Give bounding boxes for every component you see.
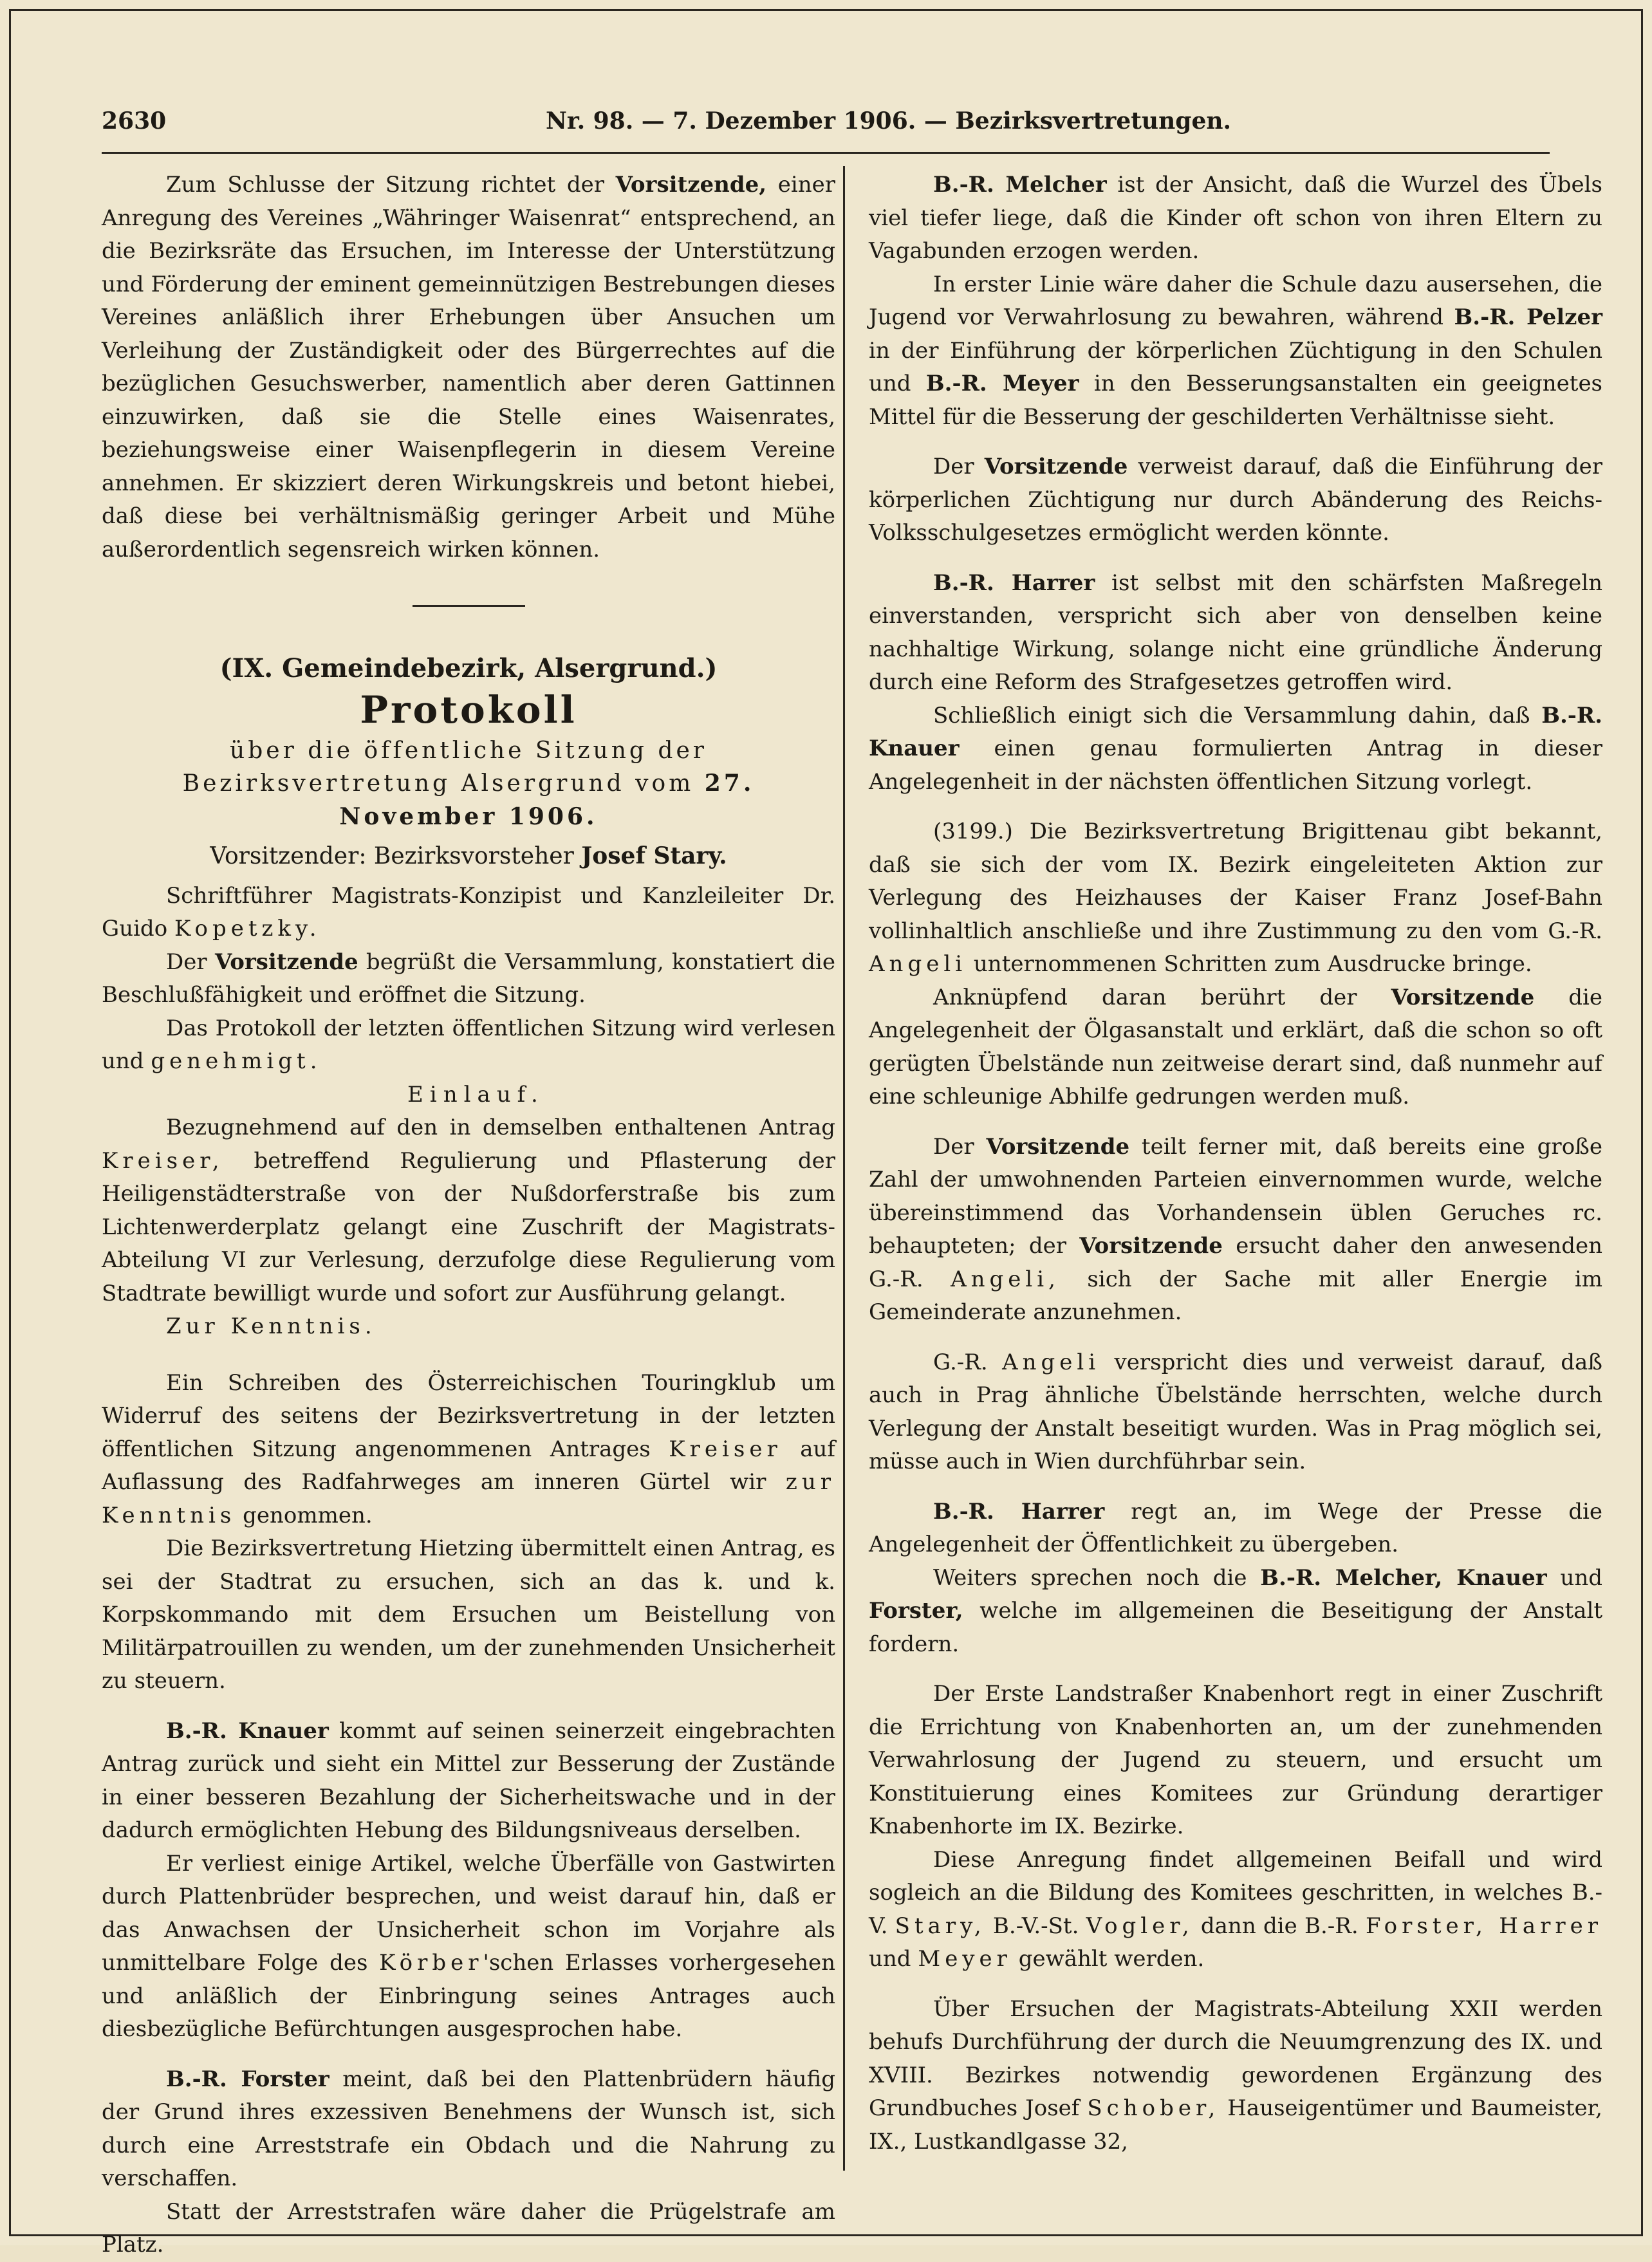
column-rule: [843, 166, 845, 2171]
paragraph-greeting: Der Vorsitzende begrüßt die Versammlung, konstatiert die Beschlußfähigkeit und eröffnet die Sitzung.: [102, 949, 835, 1008]
einlauf-heading: Einlauf.: [407, 1081, 544, 1108]
paragraph-grundbuch: Über Ersuchen der Magistrats-Abteilung XXII werden behufs Durchführung der durch die Neuumgrenzung des IX. und XVIII. Bezirkes notwendig gewordenen Ergänzung des Grundbuches Josef Schober, Hauseigentümer und Baumeister, IX., Lustkandlgasse 32,: [869, 1996, 1602, 2155]
paragraph-vorsitzende-reichsgesetz: Der Vorsitzende verweist darauf, daß die Einführung der körperlichen Züchtigung nur durch Abänderung des Reichs-Volksschulgesetzes ermöglicht werden könnte.: [869, 454, 1602, 546]
zur-kenntnis-note: Zur Kenntnis.: [166, 1313, 376, 1339]
paragraph-hietzing: Die Bezirksvertretung Hietzing übermittelt einen Antrag, es sei der Stadtrat zu ersuchen, sich an das k. und k. Korpskommando mit dem Ersuchen um Beistellung von Militärpatrouillen zu wenden, um der zunehmenden Unsicherheit zu steuern.: [102, 1535, 835, 1694]
protocol-title: Protokoll: [360, 687, 577, 732]
running-head: [102, 102, 1550, 140]
paragraph-schule: In erster Linie wäre daher die Schule dazu ausersehen, die Jugend vor Verwahrlosung zu bewahren, während B.-R. Pelzer in der Einführung der körperlichen Züchtigung in den Schulen und B.-R. Meyer in den Besserungsanstalten ein geeignetes Mittel für die Besserung der geschilderten Verhältnisse sieht.: [869, 271, 1603, 430]
paragraph-presse: B.-R. Harrer regt an, im Wege der Presse die Angelegenheit der Öffentlichkeit zu übergeben.: [869, 1498, 1602, 1557]
paragraph-komitee: Diese Anregung findet allgemeinen Beifall und wird sogleich an die Bildung des Komitees geschritten, in welches B.-V. Stary, B.-V.-St. Vogler, dann die B.-R. Forster, Harrer und Meyer gewählt werden.: [869, 1846, 1603, 1972]
header-title: Nr. 98. — 7. Dezember 1906. — Bezirksvertretungen.: [546, 107, 1232, 134]
paragraph-weiters: Weiters sprechen noch die B.-R. Melcher, Knauer und Forster, welche im allgemeinen die Beseitigung der Anstalt fordern.: [869, 1564, 1602, 1657]
paragraph-parteien: Der Vorsitzende teilt ferner mit, daß bereits eine große Zahl der umwohnenden Parteien einvernommen wurde, welche übereinstimmend das Vorhandensein üblen Geruches rc. behaupteten; der Vorsitzende ersucht daher den anwesenden G.-R. Angeli, sich der Sache mit aller Energie im Gemeinderate anzunehmen.: [869, 1133, 1602, 1325]
paragraph-3199: (3199.) Die Bezirksvertretung Brigittenau gibt bekannt, daß sie sich der vom IX. Bezirk eingeleiteten Aktion zur Verlegung des Heizhauses der Kaiser Franz Josef-Bahn vollinhaltlich anschließe und ihre Zustimmung zu den vom G.-R. Angeli unternommenen Schritten zum Ausdrucke bringe.: [869, 819, 1602, 977]
district-heading: (IX. Gemeindebezirk, Alsergrund.): [219, 653, 718, 683]
paragraph-closing-request: Zum Schlusse der Sitzung richtet der Vorsitzende, einer Anregung des Vereines „Währinger Waisenrat“ entsprechend, an die Bezirksräte das Ersuchen, im Interesse der Unterstützung und Förderung der eminent gemeinnützigen Bestrebungen dieses Vereines anläßlich ihrer Erhebungen über Ansuchen um Verleihung der Zuständigkeit oder des Bürgerrechtes auf die bezüglichen Gesuchswerber, namentlich aber deren Gattinnen einzuwirken, daß sie die Stelle eines Waisenrates, beziehungsweise einer Waisenpflegerin in diesem Vereine annehmen. Er skizziert deren Wirkungskreis und betont hiebei, daß diese bei verhältnismäßig geringer Arbeit und Mühe außerordentlich segensreich wirken können.: [102, 172, 835, 562]
paragraph-arreststrafe: Statt der Arreststrafen wäre daher die Prügelstrafe am Platz.: [102, 2198, 835, 2257]
paragraph-oelgasanstalt: Anknüpfend daran berührt der Vorsitzende die Angelegenheit der Ölgasanstalt und erklärt, daß die schon so oft gerügten Übelstände nun zeitweise derart sind, daß nunmehr auf eine schleunige Abhilfe gedrungen werden muß.: [869, 984, 1603, 1109]
paragraph-harrer: B.-R. Harrer ist selbst mit den schärfsten Maßregeln einverstanden, verspricht sich aber von denselben keine nachhaltige Wirkung, solange nicht eine gründliche Änderung durch eine Reform des Strafgesetzes getroffen wird.: [869, 570, 1603, 695]
paragraph-kreiser: Bezugnehmend auf den in demselben enthaltenen Antrag Kreiser, betreffend Regulierung und Pflasterung der Heiligenstädterstraße von der Nußdorferstraße bis zum Lichtenwerderplatz gelangt eine Zuschrift der Magistrats-Abteilung VI zur Verlesung, derzufolge diese Regulierung vom Stadtrate bewilligt wurde und sofort zur Ausführung gelangt.: [102, 1115, 835, 1306]
paragraph-protocol: Das Protokoll der letzten öffentlichen Sitzung wird verlesen und genehmigt.: [102, 1015, 835, 1074]
paragraph-touringklub: Ein Schreiben des Österreichischen Touringklub um Widerruf des seitens der Bezirksvertretung in der letzten öffentlichen Sitzung angenommenen Antrages Kreiser auf Auflassung des Radfahrweges am inneren Gürtel wir zur Kenntnis genommen.: [102, 1369, 835, 1528]
paragraph-melcher: B.-R. Melcher ist der Ansicht, daß die Wurzel des Übels viel tiefer liege, daß die Kinder oft schon von ihren Eltern zu Vagabunden erzogen werden.: [869, 172, 1602, 264]
secretary-line: Schriftführer Magistrats-Konzipist und Kanzleileiter Dr. Guido Kopetzky.: [102, 882, 835, 941]
paragraph-einigung: Schließlich einigt sich die Versammlung dahin, daß B.-R. Knauer einen genau formulierten Antrag in dieser Angelegenheit in der nächsten öffentlichen Sitzung vorlegt.: [869, 702, 1602, 795]
paragraph-forster: B.-R. Forster meint, daß bei den Plattenbrüdern häufig der Grund ihres exzessiven Benehmens der Wunsch ist, sich durch eine Arreststrafe ein Obdach und die Nahrung zu verschaffen.: [102, 2066, 835, 2191]
paragraph-prag: G.-R. Angeli verspricht dies und verweist darauf, daß auch in Prag ähnliche Übelstände herrschten, welche durch Verlegung der Anstalt beseitigt wurden. Was in Prag möglich sei, müsse auch in Wien durchführbar sein.: [869, 1349, 1603, 1474]
paragraph-knauer: B.-R. Knauer kommt auf seinen seinerzeit eingebrachten Antrag zurück und sieht ein Mittel zur Besserung der Zustände in einer besseren Bezahlung der Sicherheitswache und in der dadurch ermöglichten Hebung des Bildungsniveaus derselben.: [102, 1718, 835, 1843]
right-column: [869, 169, 1602, 2158]
paragraph-artikel: Er verliest einige Artikel, welche Überfälle von Gastwirten durch Plattenbrüder besprechen, und weist darauf hin, daß er das Anwachsen der Unsicherheit schon im Vorjahre als unmittelbare Folge des Körber'schen Erlasses vorhergesehen und anläßlich der Einbringung seines Antrages auch diesbezügliche Befürchtungen ausgesprochen habe.: [102, 1850, 836, 2042]
header-rule: [102, 152, 1550, 154]
paragraph-knabenhort: Der Erste Landstraßer Knabenhort regt in einer Zuschrift die Errichtung von Knabenhorten an, um der zunehmenden Verwahrlosung der Jugend zu steuern, und ersucht um Konstituierung eines Komitees zur Gründung derartiger Knabenhorte im IX. Bezirke.: [869, 1681, 1602, 1839]
page-number: 2630: [102, 107, 167, 134]
protocol-subtitle: über die öffentliche Sitzung der Bezirksvertretung Alsergrund vom 27. November 1906.: [182, 737, 755, 830]
chairman-line: Vorsitzender: Bezirksvorsteher Josef Stary.: [210, 842, 727, 869]
left-column: [102, 169, 835, 2262]
section-separator: [413, 605, 525, 607]
